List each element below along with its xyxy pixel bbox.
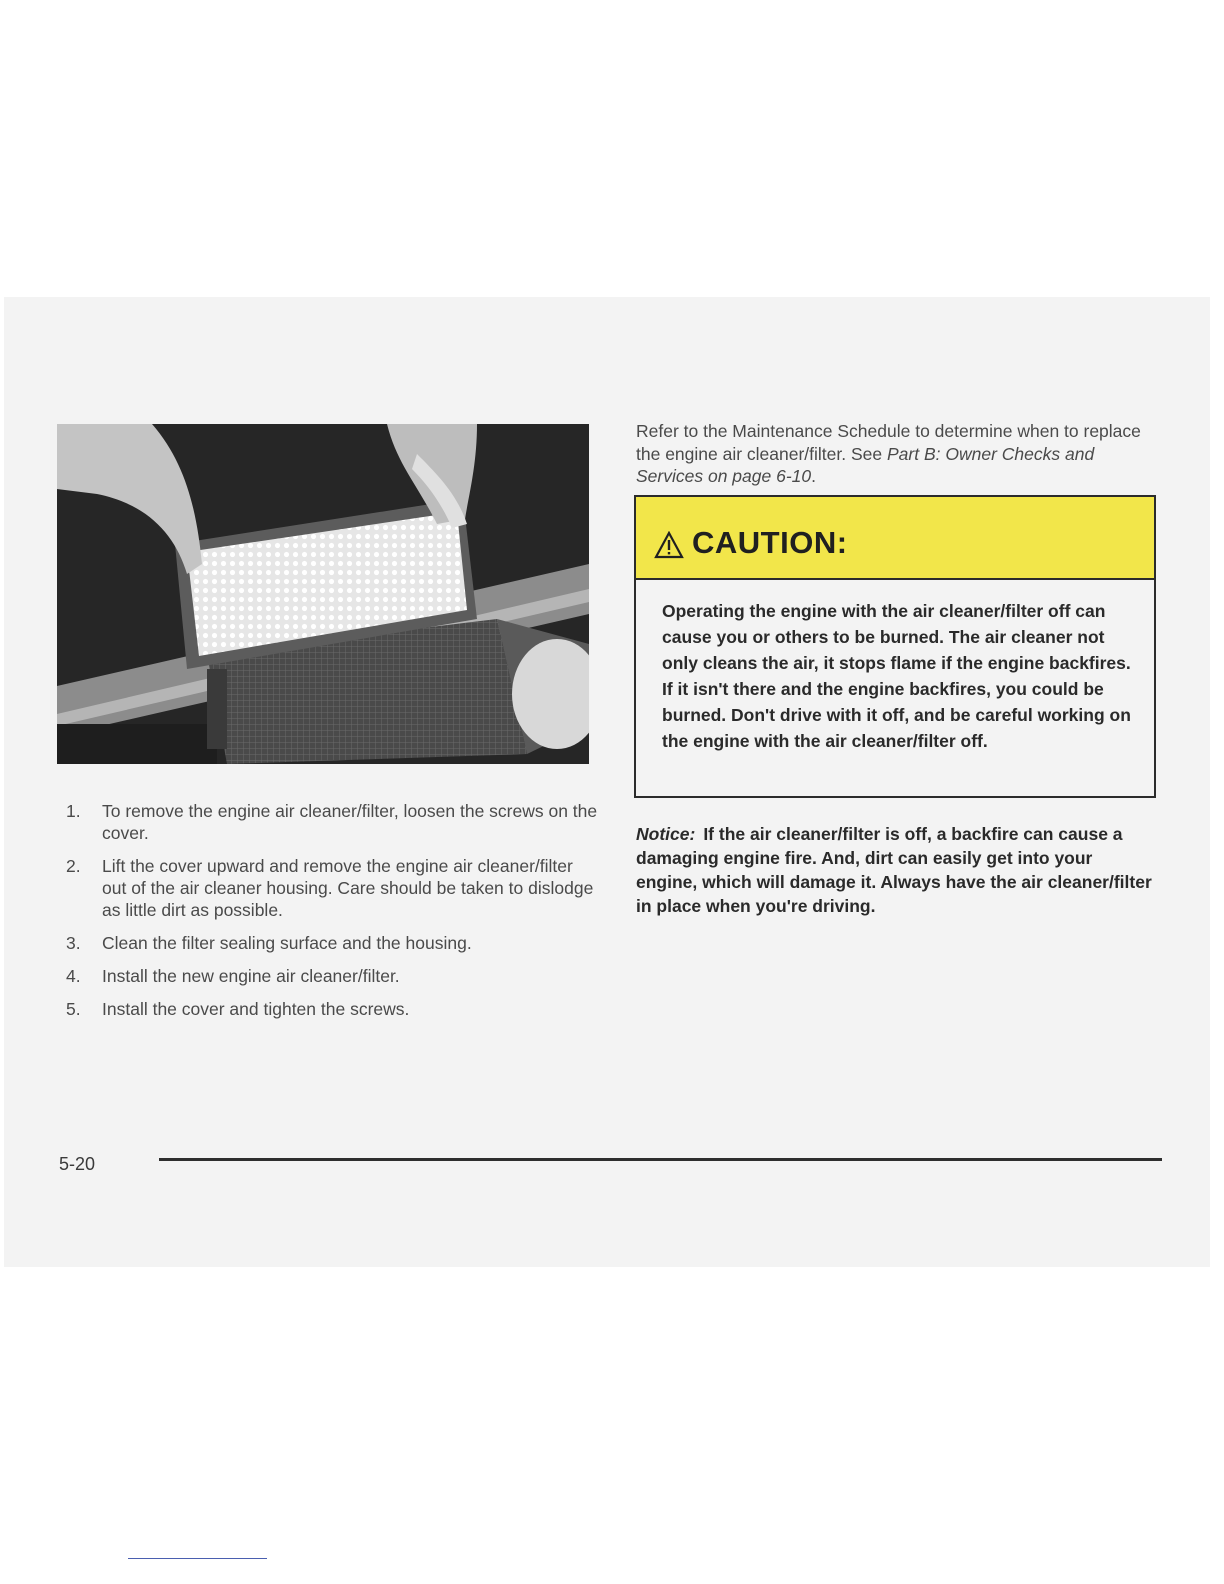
list-item: [60, 800, 600, 844]
list-item: [60, 965, 600, 987]
air-filter-photo: [57, 424, 589, 764]
step-text: Install the new engine air cleaner/filter.: [102, 966, 400, 986]
list-item: [60, 998, 600, 1020]
air-filter-illustration: [57, 424, 589, 764]
steps-list: [60, 800, 600, 1031]
intro-text: Refer to the Maintenance Schedule to determine when to replace the engine air cleaner/filter. See: [636, 421, 1141, 464]
step-number: 4.: [66, 966, 81, 986]
page-number: 5-20: [59, 1154, 96, 1174]
step-text: Clean the filter sealing surface and the housing.: [102, 933, 472, 953]
intro-page-reference: Part B: Owner Checks and Services on page 6-10: [636, 443, 1095, 486]
intro-paragraph: [636, 420, 1156, 488]
step-text: Lift the cover upward and remove the engine air cleaner/filter out of the air cleaner housing. Care should be taken to dislodge as little dirt as possible.: [102, 856, 594, 920]
notice-text: If the air cleaner/filter is off, a backfire can cause a damaging engine fire. And, dirt can easily get into your engine, which will damage it. Always have the air cleaner/filter in place when you're driving.: [636, 824, 1152, 916]
step-number: 2.: [66, 856, 81, 876]
list-item: [60, 932, 600, 954]
step-number: 3.: [66, 933, 81, 953]
caution-text: Operating the engine with the air cleaner/filter off can cause you or others to be burned. The air cleaner not only cleans the air, it stops flame if the engine backfires. If it isn't there and the engine backfires, you could be burned. Don't drive with it off, and be careful working on the engine with the air cleaner/filter off.: [662, 601, 1131, 751]
notice-label: Notice:: [636, 824, 696, 844]
step-text: To remove the engine air cleaner/filter, loosen the screws on the cover.: [102, 801, 598, 843]
step-number: 5.: [66, 999, 81, 1019]
bottom-link-line: [128, 1558, 267, 1559]
caution-box: [634, 495, 1156, 798]
intro-end: .: [811, 466, 816, 486]
caution-title: CAUTION:: [692, 525, 848, 560]
caution-header: [636, 497, 1154, 580]
warning-triangle-icon: [654, 531, 684, 559]
step-number: 1.: [66, 801, 81, 821]
list-item: [60, 855, 600, 921]
step-text: Install the cover and tighten the screws.: [102, 999, 410, 1019]
notice-paragraph: [636, 822, 1156, 918]
footer-divider: [159, 1158, 1162, 1161]
